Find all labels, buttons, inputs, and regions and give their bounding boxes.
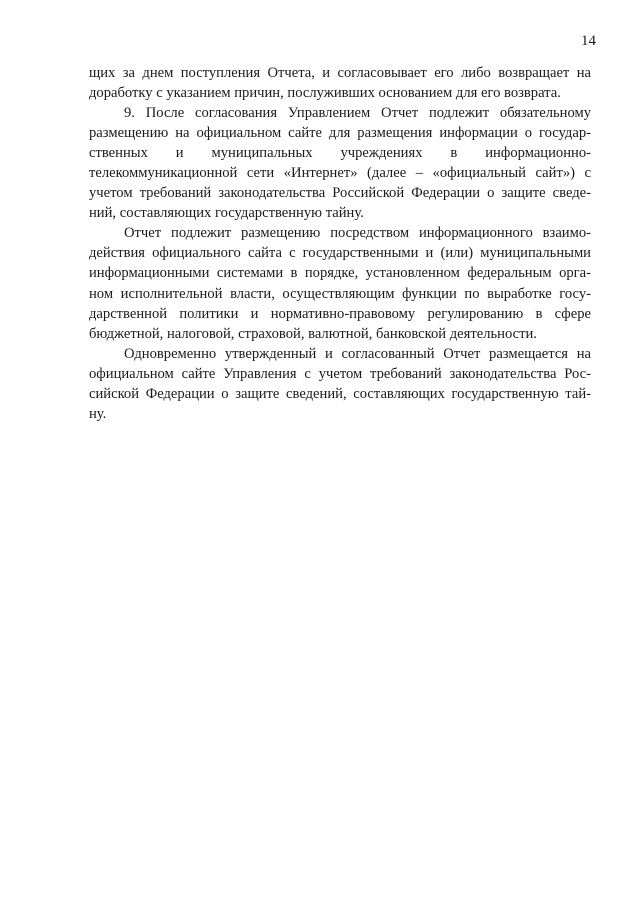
text-line: дарственной политики и нормативно-правовому регулированию в сфере bbox=[89, 305, 591, 322]
text-line: Отчет подлежит размещению посредством информационного взаимо- bbox=[124, 225, 591, 242]
text-line: учетом требований законодательства Российской Федерации о защите сведе- bbox=[89, 185, 591, 202]
text-line: бюджетной, налоговой, страховой, валютной, банковской деятельности. bbox=[89, 325, 537, 342]
text-line: официальном сайте Управления с учетом требований законодательства Рос- bbox=[89, 365, 591, 382]
document-body bbox=[89, 63, 591, 424]
text-line: доработку с указанием причин, послуживших основанием для его возврата. bbox=[89, 85, 561, 102]
text-line: размещению на официальном сайте для размещения информации о государ- bbox=[89, 125, 591, 142]
paragraph bbox=[89, 63, 591, 103]
text-line: 9. После согласования Управлением Отчет подлежит обязательному bbox=[124, 105, 591, 122]
text-line: действия официального сайта с государственными и (или) муниципальными bbox=[89, 245, 591, 262]
paragraph bbox=[89, 103, 591, 223]
text-line: ственных и муниципальных учреждениях в информационно- bbox=[89, 145, 591, 162]
paragraph bbox=[89, 223, 591, 343]
text-line: Одновременно утвержденный и согласованный Отчет размещается на bbox=[124, 345, 591, 362]
text-line: щих за днем поступления Отчета, и согласовывает его либо возвращает на bbox=[89, 65, 591, 81]
text-line: информационными системами в порядке, установленном федеральным орга- bbox=[89, 265, 591, 282]
paragraph bbox=[89, 344, 591, 424]
text-line: ну. bbox=[89, 405, 107, 422]
text-line: сийской Федерации о защите сведений, составляющих государственную тай- bbox=[89, 385, 591, 402]
text-line: ний, составляющих государственную тайну. bbox=[89, 205, 364, 222]
page-number: 14 bbox=[581, 33, 596, 49]
text-line: ном исполнительной власти, осуществляющим функции по выработке госу- bbox=[89, 285, 591, 302]
text-line: телекоммуникационной сети «Интернет» (далее – «официальный сайт») с bbox=[89, 165, 591, 182]
